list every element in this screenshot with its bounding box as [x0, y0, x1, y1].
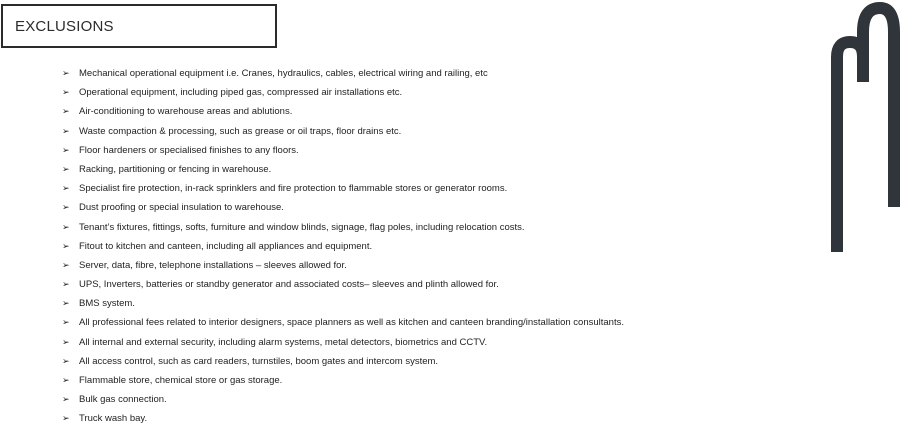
list-item-text: Specialist fire protection, in-rack sprinklers and fire protection to flammable stores or generator rooms.	[79, 183, 508, 195]
list-item	[62, 122, 624, 141]
list-item	[62, 237, 624, 256]
list-item	[62, 160, 624, 179]
arrow-bullet-icon: ➢	[62, 183, 70, 194]
list-item	[62, 102, 624, 121]
arrow-bullet-icon: ➢	[62, 202, 70, 213]
list-item	[62, 333, 624, 352]
arrow-bullet-icon: ➢	[62, 317, 70, 328]
list-item-text: Air-conditioning to warehouse areas and ablutions.	[79, 106, 293, 118]
list-item	[62, 352, 624, 371]
list-item	[62, 313, 624, 332]
arrow-bullet-icon: ➢	[62, 394, 70, 405]
list-item	[62, 64, 624, 83]
list-item-text: All professional fees related to interior designers, space planners as well as kitchen and canteen branding/installation consultants.	[79, 317, 624, 329]
list-item-text: All internal and external security, including alarm systems, metal detectors, biometrics and CCTV.	[79, 336, 488, 348]
arrow-bullet-icon: ➢	[62, 144, 70, 155]
list-item	[62, 390, 624, 409]
arrow-bullet-icon: ➢	[62, 355, 70, 366]
list-item-text: BMS system.	[79, 298, 135, 310]
arrow-bullet-icon: ➢	[62, 68, 70, 78]
list-item	[62, 83, 624, 102]
list-item-text: Flammable store, chemical store or gas storage.	[79, 375, 283, 386]
stylized-pp-logo-icon	[820, 2, 900, 252]
arrow-bullet-icon: ➢	[62, 125, 70, 136]
section-title: EXCLUSIONS	[15, 17, 114, 35]
arrow-bullet-icon: ➢	[62, 221, 70, 232]
list-item-text: Truck wash bay.	[79, 413, 148, 425]
list-item-text: Operational equipment, including piped gas, compressed air installations etc.	[79, 87, 403, 99]
list-item	[62, 409, 624, 428]
list-item	[62, 198, 624, 217]
arrow-bullet-icon: ➢	[62, 106, 70, 117]
arrow-bullet-icon: ➢	[62, 413, 70, 424]
list-item-text: Waste compaction & processing, such as grease or oil traps, floor drains etc.	[79, 125, 402, 137]
list-item	[62, 179, 624, 198]
section-header-box	[1, 4, 277, 48]
arrow-bullet-icon: ➢	[62, 163, 70, 174]
list-item	[62, 275, 624, 294]
list-item-text: UPS, Inverters, batteries or standby generator and associated costs– sleeves and plinth allowed for.	[79, 279, 499, 291]
arrow-bullet-icon: ➢	[62, 259, 70, 270]
list-item-text: Mechanical operational equipment i.e. Cranes, hydraulics, cables, electrical wiring and railing, etc	[79, 68, 488, 79]
list-item-text: Tenant’s fixtures, fittings, softs, furniture and window blinds, signage, flag poles, including relocation costs.	[79, 221, 525, 233]
arrow-bullet-icon: ➢	[62, 279, 70, 290]
arrow-bullet-icon: ➢	[62, 336, 70, 347]
arrow-bullet-icon: ➢	[62, 87, 70, 98]
list-item-text: Floor hardeners or specialised finishes to any floors.	[79, 144, 299, 156]
list-item-text: Dust proofing or special insulation to warehouse.	[79, 202, 284, 214]
arrow-bullet-icon: ➢	[62, 298, 70, 309]
list-item-text: Server, data, fibre, telephone installations – sleeves allowed for.	[79, 259, 347, 271]
arrow-bullet-icon: ➢	[62, 375, 70, 385]
list-item-text: Racking, partitioning or fencing in warehouse.	[79, 163, 272, 175]
arrow-bullet-icon: ➢	[62, 240, 70, 251]
list-item-text: Fitout to kitchen and canteen, including all appliances and equipment.	[79, 240, 373, 252]
list-item-text: Bulk gas connection.	[79, 394, 167, 406]
list-item	[62, 294, 624, 313]
list-item	[62, 371, 624, 390]
list-item	[62, 218, 624, 237]
list-item-text: All access control, such as card readers, turnstiles, boom gates and intercom system.	[79, 355, 439, 367]
list-item	[62, 256, 624, 275]
exclusions-list	[62, 64, 624, 429]
list-item	[62, 141, 624, 160]
